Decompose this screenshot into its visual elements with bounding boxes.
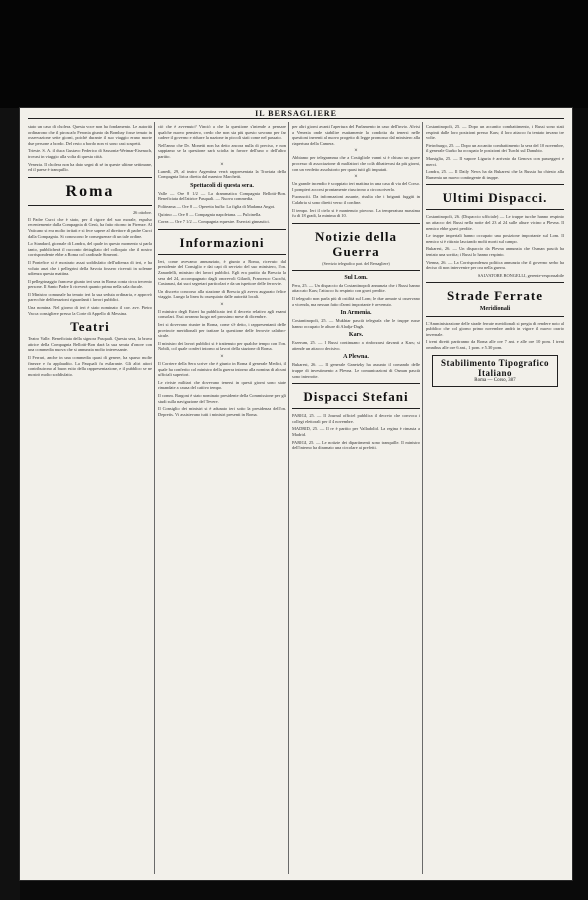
article-paragraph: Il pellegrinaggio francese giunto ieri sera in Roma conta circa trecento persone. Il Santo Padre li riceverà quanto prima nella sala ducale. xyxy=(28,278,152,290)
printer-imprint xyxy=(432,355,558,387)
strade-heading-box xyxy=(426,282,564,317)
article-paragraph: Costantinopoli, 25. — Dopo un accanito combattimento, i Russi sono stati respinti dalle loro posizioni presso Kars; il loro attacco fu tentato invano tre volte. xyxy=(426,124,564,141)
article-paragraph: Nell'anno che Dr. Monetti non ha detto ancora nulla di preciso, e non sappiamo se la questione sarà sciolta in favore dell'uno o dell'altro partito. xyxy=(158,142,286,159)
subheading-sul-lom: Sul Lom. xyxy=(344,274,368,281)
article-paragraph: I treni diretti partiranno da Roma alle ore 7 ant. e alle ore 10 pom. I treni omnibus alle ore 6 ant., 1 pom. e 5.30 pom. xyxy=(426,339,564,351)
article-paragraph: Londra, 25. — Il Daily News ha da Bukarest che la Russia ha chiesto alla Rumenia un nuovo contingente di truppe. xyxy=(426,169,564,180)
dateline: 26 ottobre. xyxy=(132,209,152,215)
article-paragraph: Bukarest, 26. — Un dispaccio da Plevna annunzia che Osman pascià ha tentato una sortita; i Russi lo hanno respinto. xyxy=(426,246,564,257)
separator-mark: × xyxy=(220,354,224,361)
header-rule xyxy=(28,118,564,119)
article-paragraph: Bukarest, 26. — Il generale Ganetzky ha assunto il comando delle truppe di investimento a Plevna. Le comunicazioni di Osman pascià sono interrotte. xyxy=(292,362,420,379)
article-paragraph: Il Pontefice si è mostrato assai soddisfatto dell'udienza di ieri, e ha voluto anzi che i pellegrini della Savoia fossero ricevuti in solenne udienza questa mattina. xyxy=(28,259,152,277)
informazioni-heading-box xyxy=(158,229,286,255)
article-paragraph: Valle — Ore 8 1/2 — La drammatica Compagnia Bellotti-Bon. Beneficiata dell'attrice Pasquali. — Nuova commedia. xyxy=(158,190,286,202)
roma-heading-box xyxy=(28,177,152,206)
newspaper-page xyxy=(20,108,572,880)
article-paragraph: Le riviste militari che dovevano tenersi in questi giorni sono state rimandate a causa del cattivo tempo. xyxy=(158,379,286,391)
article-paragraph: Quirino — Ore 8 — Compagnia napoletana. — Pulcinella. xyxy=(158,211,262,217)
separator-mark: × xyxy=(220,301,224,308)
section-title-teatri: Teatri xyxy=(70,319,110,335)
article-paragraph: ciò che è avvenuto? Vinciò a che la questione s'intende a pensare qualche nuovo pensiero, credo che non sia più questo sovrano per far cadere il governo e ridurre la nazione in piccoli stati come nel passato. xyxy=(158,124,286,141)
article-paragraph: Lunedì, 29, al teatro Argentina verrà rappresentata la Traviata della Compagnia lirica diretta dal maestro Marchetti. xyxy=(158,168,286,180)
separator-mark: × xyxy=(354,174,358,181)
article-paragraph: stato un caso di cholera. Questa voce non ha fondamento. Le autorità ordinarono che il piroscafo Feronia giunto da Bombay fosse tenuto in osservazione sette giorni, poichè durante il suo viaggio erano morte due persone a bordo. Del resto a bordo non vi sono casi sospetti. xyxy=(28,124,152,146)
section-title-informazioni: Informazioni xyxy=(179,234,265,250)
column-1 xyxy=(28,124,152,874)
column-4 xyxy=(426,124,564,874)
article-paragraph: Un grande incendio è scoppiato ieri mattina in una casa di via del Corso. I pompieri accorsi prontamente riuscirono a circoscriverlo. xyxy=(292,181,420,192)
article-paragraph: Lo Standard, giornale di Londra, del quale in questo momento si parla tanto, pubblicherà il racconto dettagliato del colloquio che il nostro corrispondente ebbe a Roma col cardinale Simeoni. xyxy=(28,241,152,258)
article-paragraph: Teatro Valle. Beneficiata della signora Pasquali. Questa sera, la brava attrice della Compagnia Bellotti-Bon darà la sua serata d'onore con una commedia nuova che si annunzia molto interessante. xyxy=(28,336,152,353)
article-paragraph: MADRID, 25. — Il re è partito per Valladolid. La regina è rimasta a Madrid. xyxy=(292,426,420,438)
article-paragraph: Il Corriere della Sera scrive che è giunto in Roma il generale Medici, il quale ha conferito col ministro della guerra intorno alla nomina di alcuni ufficiali superiori. xyxy=(158,361,286,378)
article-paragraph: PARIGI, 25. — Il Journal officiel pubblica il decreto che convoca i collegi elettorali per il 4 novembre. xyxy=(292,413,420,424)
column-3 xyxy=(292,124,420,874)
article-paragraph: Un discreto concorso alla stazione di Brescia gli aveva augurato felice viaggio. Lungo la linea fu ossequiato dalle autorità locali. xyxy=(158,288,286,300)
article-paragraph: Abbiamo per telegramma che a Costigliole vanni si è chiuso un grave processo di associazione di malfattori che colà dibattevasi da più giorni, con un verdetto assolutorio per quasi tutti gli imputati. xyxy=(292,155,420,172)
subheading-plevna: A Plewna. xyxy=(343,354,369,361)
article-paragraph: Ieri si dovevano riunire in Roma, come s'è detto, i rappresentanti delle provincie meridionali per trattare la questione delle ferrovie calabro-sicule. xyxy=(158,322,286,339)
gerente-line: SALVATORE BONGELLI, gerente-responsabile xyxy=(477,272,564,278)
subheading-kars: Kars. xyxy=(348,332,364,339)
section-title-ultimi-dispacci: Ultimi Dispacci. xyxy=(442,190,548,206)
column-2 xyxy=(158,124,286,874)
article-paragraph: Erzerum, 25. — I Russi continuano a rinforzarsi davanti a Kars; si attende un attacco decisivo. xyxy=(292,340,420,351)
article-paragraph: Marsiglia, 25. — Il vapore Liguria è arrivato da Genova con passeggeri e merci. xyxy=(426,155,564,167)
article-paragraph: Politeama — Ore 8 — Operetta buffa: La figlia di Madama Angot. xyxy=(158,203,276,209)
section-title-notizie: Notizie della Guerra xyxy=(315,228,397,259)
separator-mark: × xyxy=(354,148,358,155)
ultimi-heading-box xyxy=(426,184,564,210)
column-rule xyxy=(422,122,423,874)
article-paragraph: Una nomina. Nel giorno di ieri è stato nominato il cav. avv. Pietro Vacca consigliere presso la Corte di Appello di Messina. xyxy=(28,305,152,316)
section-title-strade-ferrate: Strade Ferrate xyxy=(447,287,543,303)
separator-mark: × xyxy=(220,161,224,168)
article-paragraph: Il Consiglio dei ministri si è adunato ieri sotto la presidenza dell'on. Depretis. Vi assistevano tutti i ministri presenti in Roma. xyxy=(158,406,286,417)
article-paragraph: per altri giorni avanti l'apertura del Parlamento in caso dell'invio. Alvisi a Venezia onde stabilire esattamente la condotta da tenersi nelle questioni inerenti al nuovo progetto di legge promosso dal ministero alla riapertura della Camera. xyxy=(292,124,420,146)
scan-left-margin xyxy=(0,108,20,900)
article-paragraph: Il Ferrari, anche in una commedia quasi di genere, ha sparso molte finezze e fu applaudito. La Pasquali fu esilarante. Gli altri attori contribuirono al buon esito della rappresentazione, e il pubblico se ne mostrò molto soddisfatto. xyxy=(28,355,152,377)
stefani-heading-box xyxy=(292,383,420,409)
scan-top-margin xyxy=(0,0,588,108)
article-paragraph: Ieri, come avevamo annunziato, è giunto a Roma, ricevuto dal presidente del Consiglio e dai capi di servizio del suo ministero, l'on. Zanardelli, ministro dei lavori pubblici. Egli era partito da Brescia la sera del 24, accompagnato dagli onorevoli Gilardi, Francesco Cuochi, Castanasi, dai suoi segretari particolari e da un ispettore delle ferrovie. xyxy=(158,258,286,287)
article-paragraph: PARIGI, 25. — Le notizie dei dipartimenti sono tranquille. Il ministro dell'interno ha diramato una circolare ai prefetti. xyxy=(292,439,420,451)
column-rule xyxy=(288,122,289,874)
column-rule xyxy=(154,122,155,874)
printer-address: Roma — Corso, 387 xyxy=(474,377,516,383)
article-paragraph: Il ministro degli Esteri ha pubblicato ieri il decreto relativo agli esami consolari. Essi avranno luogo nel prossimo mese di dicembre. xyxy=(158,308,286,320)
article-paragraph: Pietroburgo, 25. — Dopo un accanito combattimento la sera del 10 novembre, il generale Gurko ha occupato le posizioni dei Turchi sul Danubio. xyxy=(426,142,564,154)
subheading-armenia: In Armenia. xyxy=(340,310,372,317)
article-paragraph: Costantinopoli, 26. (Dispaccio ufficiale) — Le truppe turche hanno respinto un attacco dei Russi nella notte del 23 al 24 sulle alture vicino a Plevna. Il nemico ebbe gravi perdite. xyxy=(426,214,564,231)
section-title-roma: Roma xyxy=(65,182,115,200)
article-paragraph: Pera, 25. — Un dispaccio da Costantinopoli annunzia che i Russi hanno attaccato Kars; l'attacco fu respinto con gravi perdite. xyxy=(292,282,420,294)
masthead: IL BERSAGLIERE xyxy=(255,109,337,118)
notizie-heading-box xyxy=(292,223,420,271)
article-paragraph: Il ministro dei lavori pubblici si è trattenuto per qualche tempo con l'on. Nobili, col quale conferì intorno ai lavori della stazione di Roma. xyxy=(158,340,286,352)
article-paragraph: Le truppe imperiali hanno occupato una posizione importante sul Lom. Il nemico si è ritirato lasciando molti morti sul campo. xyxy=(426,233,564,244)
article-paragraph: Fuorusciti. Da informazioni assunte, risulta che i briganti fuggiti in Calabria si sono diretti verso il confine. xyxy=(292,194,420,205)
article-paragraph: Costantinopoli, 25. — Mukhtar pascià telegrafa che le truppe russe hanno occupato le alture di Aladja-Dagh. xyxy=(292,318,420,329)
article-paragraph: Il tempo. Ieri il cielo si è mantenuto piovoso. La temperatura massima fu di 18 gradi, la minima di 10. xyxy=(292,207,420,219)
section-subtitle: Meridionali xyxy=(479,305,511,312)
section-subtitle: (Servizio telegrafico part. del Bersagliere) xyxy=(322,260,390,266)
article-paragraph: Il comm. Bargoni è stato nominato presidente della Commissione per gli studi sulla navigazione del Tevere. xyxy=(158,393,286,404)
article-paragraph: Venezia. Il cholera non ha dato segni di sé in queste ultime settimane, ed il paese è tranquillo. xyxy=(28,161,152,173)
section-title-spettacoli: Spettacoli di questa sera. xyxy=(190,182,254,189)
article-paragraph: Trieste. S. A. il duca Gustavo Federico di Sassonia-Weimar-Eisenach, trovasi in viaggio alla volta di questa città. xyxy=(28,148,152,159)
article-paragraph: Il Ministro comunale ha tenuto ieri la sua seduta ordinaria, e approvò parecchie deliberazioni riguardanti i lavori pubblici. xyxy=(28,291,152,303)
article-paragraph: Corea — Ore 7 1/2 — Compagnia equestre. Esercizi ginnastici. xyxy=(158,219,270,225)
section-title-stefani: Dispacci Stefani xyxy=(303,389,409,405)
printer-name: Stabilimento Tipografico Italiano xyxy=(441,357,549,378)
article-paragraph: Il Padre Curci che è stato, per il rigore del suo morale, espulso recentemente dalla Compagnia di Gesù, ha fatto ritorno in Firenze. Al Vaticano si era molto irritati e si fece sapere al direttore di padre Curci dalla Compagnia. Si conoscono le conseguenze di un tale ordine. xyxy=(28,216,152,239)
article-paragraph: L'Amministrazione delle strade ferrate meridionali si pregia di rendere noto al pubblico che col giorno primo novembre andrà in vigore il nuovo orario invernale. xyxy=(426,320,564,337)
article-paragraph: Vienna, 26. — La Corrispondenza politica annunzia che il governo serbo ha deciso di non intervenire per ora nella guerra. xyxy=(426,259,564,271)
article-paragraph: Il telegrafo non parla più di ostilità sul Lom; le due armate si osservano a vicenda, ma nessun fatto d'armi importante è avvenuto. xyxy=(292,295,420,307)
